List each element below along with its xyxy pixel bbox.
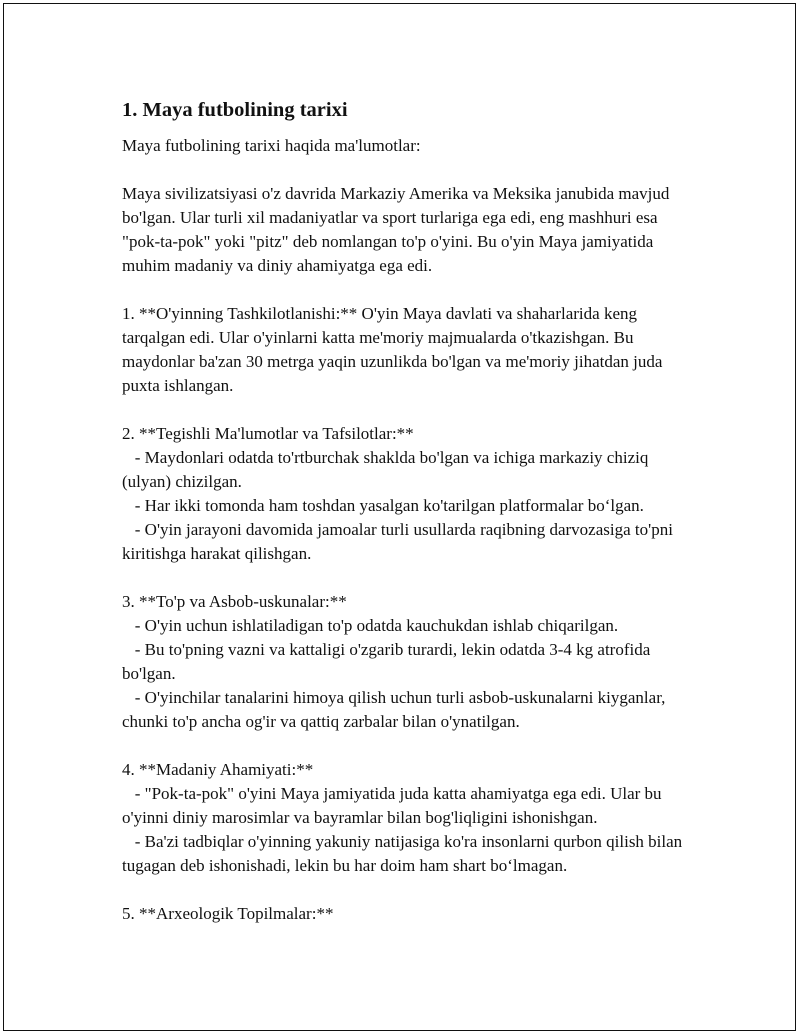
section-title: 5. **Arxeologik Topilmalar:** xyxy=(122,904,334,923)
list-item: - O'yinchilar tanalarini himoya qilish uchun turli asbob-uskunalarni kiyganlar, chunki to'p ancha og'ir va qattiq zarbalar bilan o'ynatilgan. xyxy=(122,688,670,731)
document-body xyxy=(122,96,697,926)
list-item: - "Pok-ta-pok" o'yini Maya jamiyatida juda katta ahamiyatga ega edi. Ular bu o'yinni diniy marosimlar va bayramlar bilan bog'liqligini ishonishgan. xyxy=(122,784,666,827)
list-item: - O'yin uchun ishlatiladigan to'p odatda kauchukdan ishlab chiqarilgan. xyxy=(122,616,619,635)
section-title: 3. **To'p va Asbob-uskunalar:** xyxy=(122,592,347,611)
list-item: - Ba'zi tadbiqlar o'yinning yakuniy natijasiga ko'ra insonlarni qurbon qilish bilan tugagan deb ishonishadi, lekin bu har doim ham shart bo‘lmagan. xyxy=(122,832,687,875)
overview-paragraph: Maya sivilizatsiyasi o'z davrida Markaziy Amerika va Meksika janubida mavjud bo'lgan. Ular turli xil madaniyatlar va sport turlariga ega edi, eng mashhuri esa "pok-ta-pok" yoki "pitz" deb nomlangan to'p o'yini. Bu o'yin Maya jamiyatida muhim madaniy va diniy ahamiyatga ega edi. xyxy=(122,184,674,275)
intro-text: Maya futbolining tarixi haqida ma'lumotlar: xyxy=(122,136,421,155)
paragraph-gap xyxy=(122,278,697,302)
paragraph-gap xyxy=(122,734,697,758)
section-3 xyxy=(122,590,697,734)
page-frame xyxy=(3,3,796,1031)
section-title: 4. **Madaniy Ahamiyati:** xyxy=(122,760,314,779)
section-title: 1. **O'yinning Tashkilotlanishi:** O'yin Maya davlati va shaharlarida keng tarqalgan edi. Ular o'yinlarni katta me'moriy majmualarda o'tkazishgan. Bu maydonlar ba'zan 30 metrga yaqin uzunlikda bo'lgan va me'moriy jihatdan juda puxta ishlangan. xyxy=(122,304,667,395)
paragraph-gap xyxy=(122,158,697,182)
list-item: - Har ikki tomonda ham toshdan yasalgan ko'tarilgan platformalar bo‘lgan. xyxy=(122,496,644,515)
list-item: - Bu to'pning vazni va kattaligi o'zgarib turardi, lekin odatda 3-4 kg atrofida bo'lgan. xyxy=(122,640,655,683)
section-1 xyxy=(122,302,697,398)
section-4 xyxy=(122,758,697,878)
paragraph-gap xyxy=(122,566,697,590)
paragraph-gap xyxy=(122,878,697,902)
section-title: 2. **Tegishli Ma'lumotlar va Tafsilotlar:** xyxy=(122,424,414,443)
paragraph-gap xyxy=(122,398,697,422)
list-item: - O'yin jarayoni davomida jamoalar turli usullarda raqibning darvozasiga to'pni kiritishga harakat qilishgan. xyxy=(122,520,678,563)
section-5 xyxy=(122,902,697,926)
document-heading: 1. Maya futbolining tarixi xyxy=(122,99,348,121)
section-2 xyxy=(122,422,697,566)
list-item: - Maydonlari odatda to'rtburchak shaklda bo'lgan va ichiga markaziy chiziq (ulyan) chizilgan. xyxy=(122,448,653,491)
